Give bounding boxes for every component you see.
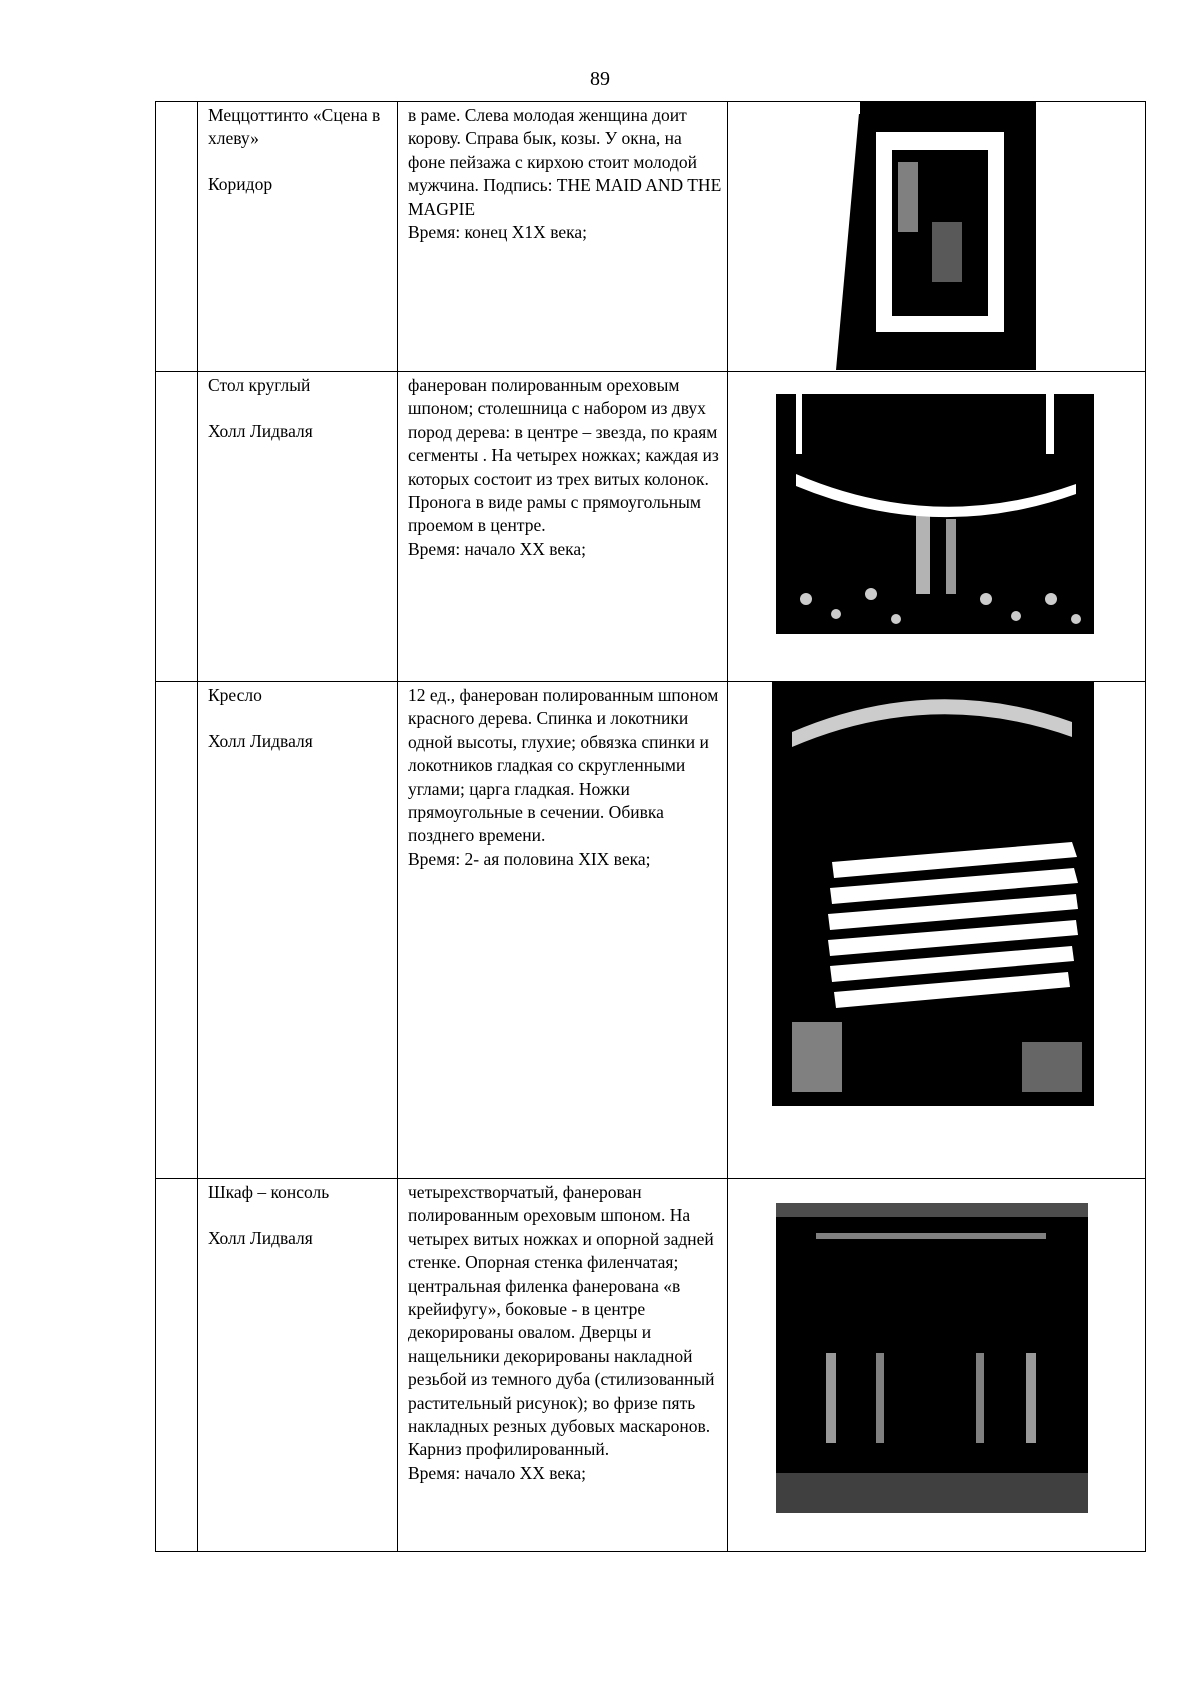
item-time: Время: 2- ая половина XIX века; [408, 848, 651, 869]
item-description-cell [398, 372, 728, 682]
item-name: Стол круглый [208, 375, 311, 395]
row-index-cell [156, 372, 198, 682]
row-index-cell [156, 1179, 198, 1552]
item-description: фанерован полированным ореховым шпоном; столешница с набором из двух пород дерева: в центре – звезда, по краям сегменты . На четырех ножках; каждая из которых состоит из трех витых колонок. Пронога в виде рамы с прямоугольным проемом в центре. [408, 375, 719, 536]
page-number: 89 [590, 68, 610, 90]
item-time: Время: начало XX века; [408, 538, 587, 559]
inventory-table [155, 101, 1146, 1552]
item-name: Шкаф – консоль [208, 1182, 330, 1202]
item-description: 12 ед., фанерован полированным шпоном красного дерева. Спинка и локотники одной высоты, глухие; обвязка спинки и локотников гладкая со скругленными углами; царга гладкая. Ножки прямоугольные в сечении. Обивка позднего времени. [408, 685, 719, 846]
item-photo-cell [728, 372, 1146, 682]
item-name-cell [198, 1179, 398, 1552]
item-name-cell [198, 682, 398, 1179]
item-name-cell [198, 372, 398, 682]
round-table-photo [776, 394, 1094, 634]
row-index-cell [156, 682, 198, 1179]
armchair-photo [772, 682, 1094, 1106]
item-time: Время: конец X1X века; [408, 222, 587, 243]
item-description: в раме. Слева молодая женщина доит корову. Справа бык, козы. У окна, на фоне пейзажа с кирхою стоит молодой мужчина. Подпись: THE MAID AND THE MAGPIE [408, 105, 722, 219]
item-name: Меццоттинто «Сцена в хлеву» [208, 105, 381, 148]
item-description-cell [398, 682, 728, 1179]
item-time: Время: начало XX века; [408, 1462, 587, 1483]
table-row [156, 682, 1146, 1179]
item-description-cell [398, 1179, 728, 1552]
item-description: четырехстворчатый, фанерован полированным ореховым шпоном. На четырех витых ножках и опорной задней стенке. Опорная стенка филенчатая; центральная филенка фанерована «в крейифугу», боковые - в центре декорированы овалом. Дверцы и нащельники декорированы накладной резьбой из темного дуба (стилизованный растительный рисунок); во фризе пять накладных резных дубовых маскаронов. Карниз профилированный. [408, 1182, 715, 1460]
item-name-cell [198, 102, 398, 372]
table-row [156, 372, 1146, 682]
item-description-cell [398, 102, 728, 372]
item-photo-cell [728, 102, 1146, 372]
item-photo-cell [728, 682, 1146, 1179]
framed-mezzotint-photo [836, 102, 1036, 370]
console-cabinet-photo [776, 1203, 1088, 1513]
item-location: Холл Лидваля [208, 731, 313, 751]
item-location: Коридор [208, 174, 273, 194]
item-location: Холл Лидваля [208, 421, 313, 441]
item-name: Кресло [208, 685, 262, 705]
item-location: Холл Лидваля [208, 1228, 313, 1248]
item-photo-cell [728, 1179, 1146, 1552]
row-index-cell [156, 102, 198, 372]
table-row [156, 102, 1146, 372]
table-row [156, 1179, 1146, 1552]
